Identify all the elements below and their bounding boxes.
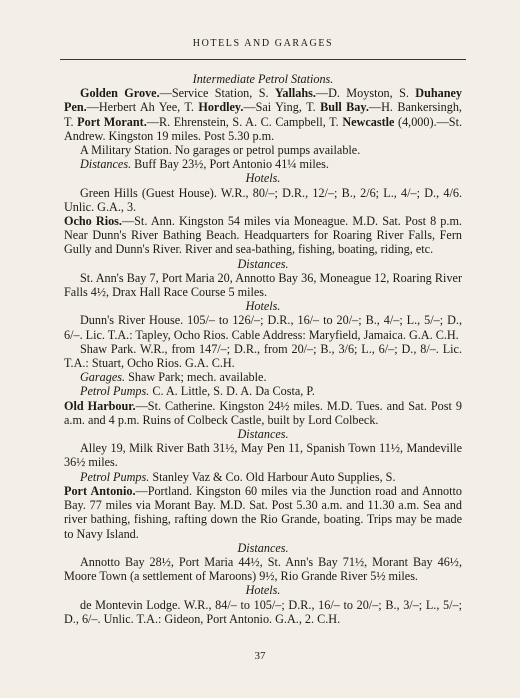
distances-label: Distances. <box>80 157 132 172</box>
place-name: Ocho Rios. <box>64 214 122 229</box>
port-antonio-distances: Annotto Bay 28½, Port Maria 44½, St. Ann's Bay 71½, Morant Bay 46½, Moore Town (a settlement of Maroons) 9½, Rio Grande River 5½ miles. <box>64 554 462 584</box>
station-detail: —Herbert Ah Yee, T. <box>86 100 199 115</box>
old-harbour-distances: Alley 19, Milk River Bath 31½, May Pen 11, Spanish Town 11½, Mandeville 36½ miles. <box>64 441 462 470</box>
garages-text: Shaw Park; mech. available. <box>128 370 267 385</box>
ocho-rios-hotel-shaw-park: Shaw Park. W.R., from 147/–; D.R., from 20/–; B., 3/6; L., 6/–; D., 8/–. Lic. T.A.: Stuart, Ocho Rios. G.A. C.H. <box>64 341 462 371</box>
newcastle-hotels-heading: Hotels. <box>245 171 281 186</box>
ocho-rios-garages <box>64 370 462 384</box>
place-name: Port Antonio. <box>64 483 136 498</box>
place-description: —Portland. Kingston 60 miles via the Junction road and Annotto Bay. 77 miles via Morant Bay. M.D. Sat. Post 5.30 a.m. and 11.30 a.m. Sea and river bathing, fishing, rafting down the Rio Grande, boating. Trips may be made to Navy Island. <box>64 483 462 541</box>
header-rule <box>60 59 466 60</box>
petrol-pumps-label: Petrol Pumps. <box>80 469 150 484</box>
station-place-name: Newcastle <box>342 114 395 129</box>
old-harbour-petrol-pumps <box>64 470 462 484</box>
station-detail: —D. Moyston, S. <box>315 86 416 101</box>
military-station-note: A Military Station. No garages or petrol pumps available. <box>80 143 361 158</box>
ocho-rios-petrol-pumps <box>64 384 462 398</box>
place-description: —St. Ann. Kingston 54 miles via Moneague. M.D. Sat. Post 8 p.m. Near Dunn's River Bathing Beach. Headquarters for Roaring River Falls, Fern Gully and Dunn's River. River and sea-bathing, fishing, boating, riding, etc. <box>64 214 462 257</box>
page-body <box>64 72 462 626</box>
ocho-rios-distances: St. Ann's Bay 7, Port Maria 20, Annotto Bay 36, Moneague 12, Roaring River Falls 4½, Drax Hall Race Course 5 miles. <box>64 270 462 300</box>
station-detail: —Sai Ying, T. <box>243 100 321 115</box>
port-antonio-hotels-heading: Hotels. <box>245 583 281 598</box>
distances-text: Buff Bay 23½, Port Antonio 41¼ miles. <box>134 157 329 172</box>
place-description: —St. Catherine. Kingston 24½ miles. M.D. Tues. and Sat. Post 9 a.m. and 4 p.m. Ruins of Colbeck Castle, built by Lord Colbeck. <box>64 398 462 427</box>
station-place-name: Duhaney Pen. <box>64 86 463 115</box>
petrol-pumps-label: Petrol Pumps. <box>80 384 150 399</box>
garages-label: Garages. <box>80 370 126 385</box>
intermediate-stations-paragraph <box>64 86 462 143</box>
newcastle-hotel: Green Hills (Guest House). W.R., 80/–; D.R., 12/–; B., 2/6; L., 4/–; D., 4/6. Unlic. G.A., 3. <box>64 185 462 214</box>
ocho-rios-distances-heading: Distances. <box>237 256 289 271</box>
port-antonio-entry <box>64 484 462 541</box>
station-detail: —H. Bankersingh, T. <box>64 100 462 129</box>
old-harbour-distances-heading: Distances. <box>237 427 289 442</box>
petrol-pumps-text: Stanley Vaz & Co. Old Harbour Auto Supplies, S. <box>152 469 396 484</box>
place-name: Old Harbour. <box>64 398 136 413</box>
running-head: HOTELS AND GARAGES <box>192 38 334 49</box>
station-place-name: Hordley. <box>198 100 244 115</box>
station-detail: —Service Station, S. <box>159 86 275 101</box>
page-number: 37 <box>254 650 266 662</box>
ocho-rios-hotel-dunns-river: Dunn's River House. 105/– to 126/–; D.R., 16/– to 20/–; B., 4/–; L., 5/–; D., 6/–. Lic. T.A.: Tapley, Ocho Rios. Cable Address: Maryfield, Jamaica. G.A. C.H. <box>64 313 462 342</box>
ocho-rios-hotels-heading: Hotels. <box>245 299 281 314</box>
station-place-name: Yallahs. <box>274 86 316 101</box>
newcastle-distances <box>64 157 462 171</box>
station-place-name: Port Morant. <box>77 114 147 129</box>
station-place-name: Bull Bay. <box>320 100 369 115</box>
station-place-name: Golden Grove. <box>80 86 160 101</box>
station-detail: (4,000).—St. Andrew. Kingston 19 miles. Post 5.30 p.m. <box>64 114 462 143</box>
station-detail: —R. Ehrenstein, S. A. C. Campbell, T. <box>146 114 343 129</box>
port-antonio-hotel-de-montevin: de Montevin Lodge. W.R., 84/– to 105/–; D.R., 16/– to 20/–; B., 3/–; L., 5/–; D., 6/–. Unlic. T.A.: Gideon, Port Antonio. G.A., 2. C.H. <box>64 597 462 626</box>
port-antonio-distances-heading: Distances. <box>237 540 289 555</box>
ocho-rios-entry <box>64 214 462 257</box>
petrol-pumps-text: C. A. Little, S. D. A. Da Costa, P. <box>152 384 315 399</box>
intermediate-heading: Intermediate Petrol Stations. <box>192 72 334 86</box>
old-harbour-entry <box>64 399 462 427</box>
